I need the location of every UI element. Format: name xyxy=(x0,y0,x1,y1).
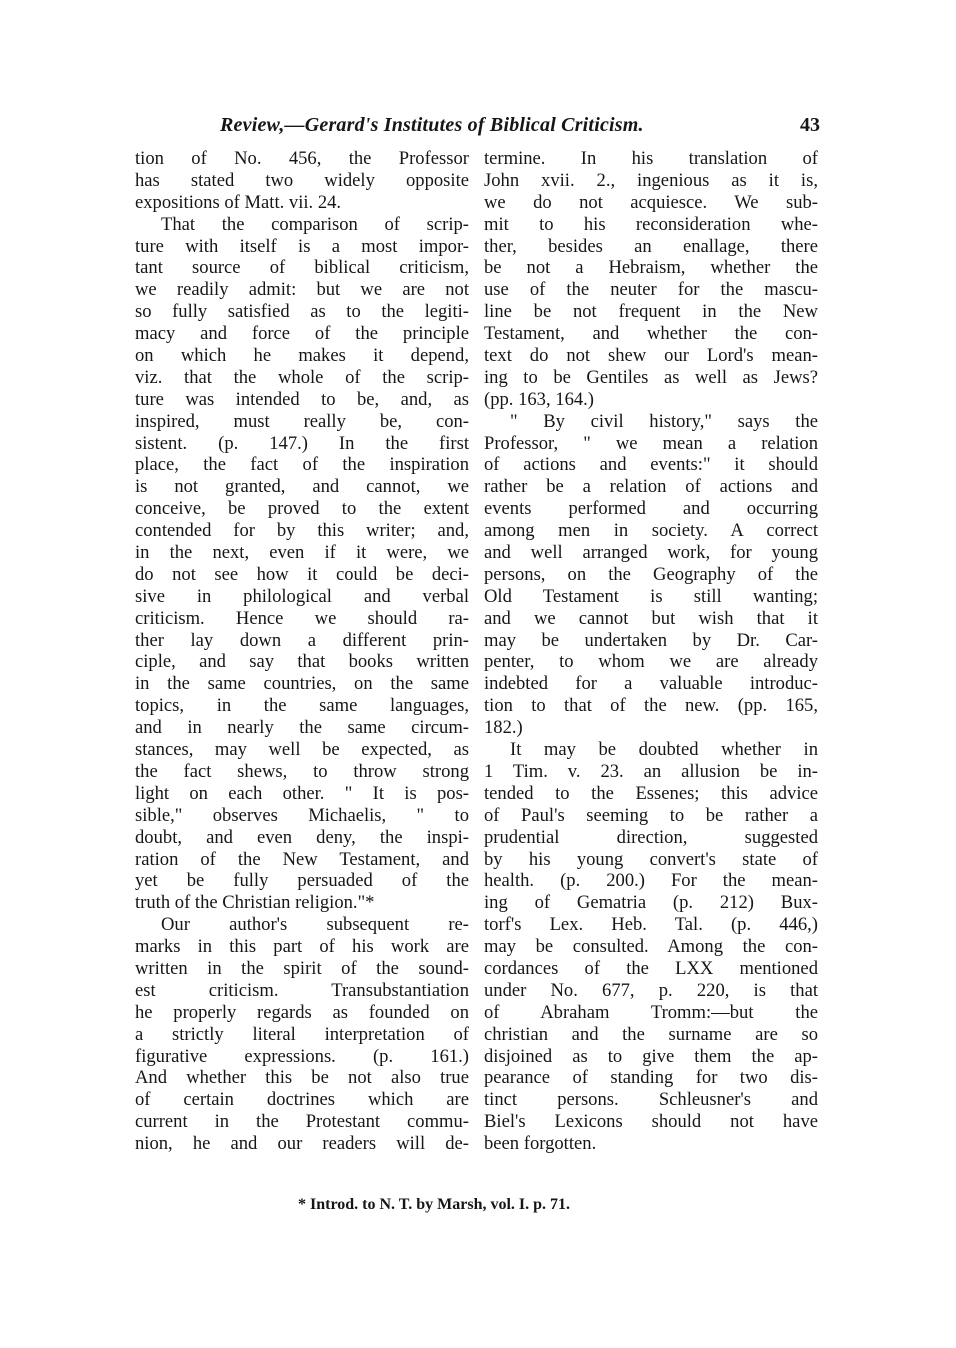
text-line: sible," observes Michaelis, " to xyxy=(135,804,469,826)
text-line: tant source of biblical criticism, xyxy=(135,257,469,279)
text-line: ration of the New Testament, and xyxy=(135,848,469,870)
text-line: est criticism. Transubstantiation xyxy=(135,979,469,1001)
text-line: sive in philological and verbal xyxy=(135,585,469,607)
text-line: text do not shew our Lord's mean- xyxy=(484,345,818,367)
text-line: nion, he and our readers will de- xyxy=(135,1133,469,1155)
text-line: the fact shews, to throw strong xyxy=(135,760,469,782)
text-line: conceive, be proved to the extent xyxy=(135,498,469,520)
text-line: current in the Protestant commu- xyxy=(135,1111,469,1133)
text-line: Old Testament is still wanting; xyxy=(484,585,818,607)
text-line: penter, to whom we are already xyxy=(484,651,818,673)
text-line: health. (p. 200.) For the mean- xyxy=(484,870,818,892)
text-line: Our author's subsequent re- xyxy=(161,914,469,936)
text-line: truth of the Christian religion."* xyxy=(135,892,375,914)
text-line: by his young convert's state of xyxy=(484,848,818,870)
text-line: Professor, " we mean a relation xyxy=(484,432,818,454)
text-line: has stated two widely opposite xyxy=(135,169,469,191)
text-line: in the next, even if it were, we xyxy=(135,542,469,564)
text-line: is not granted, and cannot, we xyxy=(135,476,469,498)
text-line: on which he makes it depend, xyxy=(135,345,469,367)
text-line: light on each other. " It is pos- xyxy=(135,782,469,804)
text-line: may be consulted. Among the con- xyxy=(484,936,818,958)
text-line: be not a Hebraism, whether the xyxy=(484,257,818,279)
text-line: ing of Gematria (p. 212) Bux- xyxy=(484,892,818,914)
text-line: under No. 677, p. 220, is that xyxy=(484,979,818,1001)
text-line: inspired, must really be, con- xyxy=(135,410,469,432)
text-line: tended to the Essenes; this advice xyxy=(484,782,818,804)
text-line: place, the fact of the inspiration xyxy=(135,454,469,476)
text-line: ture with itself is a most impor- xyxy=(135,235,469,257)
text-line: we do not acquiesce. We sub- xyxy=(484,191,818,213)
text-line: Testament, and whether the con- xyxy=(484,323,818,345)
text-line: " By civil history," says the xyxy=(510,410,818,432)
text-line: yet be fully persuaded of the xyxy=(135,870,469,892)
text-line: indebted for a valuable introduc- xyxy=(484,673,818,695)
text-line: ther, besides an enallage, there xyxy=(484,235,818,257)
text-line: christian and the surname are so xyxy=(484,1023,818,1045)
text-line: been forgotten. xyxy=(484,1133,597,1155)
text-line: macy and force of the principle xyxy=(135,323,469,345)
left-column xyxy=(135,148,469,1155)
text-line: and in nearly the same circum- xyxy=(135,717,469,739)
text-line: tion to that of the new. (pp. 165, xyxy=(484,695,818,717)
text-line: ther lay down a different prin- xyxy=(135,629,469,651)
text-line: written in the spirit of the sound- xyxy=(135,957,469,979)
text-line: do not see how it could be deci- xyxy=(135,563,469,585)
text-line: mit to his reconsideration whe- xyxy=(484,213,818,235)
text-line: topics, in the same languages, xyxy=(135,695,469,717)
text-line: sistent. (p. 147.) In the first xyxy=(135,432,469,454)
text-line: cordances of the LXX mentioned xyxy=(484,957,818,979)
text-line: And whether this be not also true xyxy=(135,1067,469,1089)
text-line: contended for by this writer; and, xyxy=(135,520,469,542)
text-line: expositions of Matt. vii. 24. xyxy=(135,191,342,213)
text-line: prudential direction, suggested xyxy=(484,826,818,848)
text-line: so fully satisfied as to the legiti- xyxy=(135,301,469,323)
text-line: pearance of standing for two dis- xyxy=(484,1067,818,1089)
text-line: viz. that the whole of the scrip- xyxy=(135,366,469,388)
text-line: and well arranged work, for young xyxy=(484,542,818,564)
text-line: 1 Tim. v. 23. an allusion be in- xyxy=(484,760,818,782)
text-line: of certain doctrines which are xyxy=(135,1089,469,1111)
text-line: torf's Lex. Heb. Tal. (p. 446,) xyxy=(484,914,818,936)
text-line: ing to be Gentiles as well as Jews? xyxy=(484,366,818,388)
text-line: rather be a relation of actions and xyxy=(484,476,818,498)
text-line: figurative expressions. (p. 161.) xyxy=(135,1045,469,1067)
page-number: 43 xyxy=(800,114,820,136)
text-line: ciple, and say that books written xyxy=(135,651,469,673)
text-line: tinct persons. Schleusner's and xyxy=(484,1089,818,1111)
right-column xyxy=(484,148,818,1155)
text-line: tion of No. 456, the Professor xyxy=(135,148,469,169)
text-line: disjoined as to give them the ap- xyxy=(484,1045,818,1067)
running-title: Review,—Gerard's Institutes of Biblical Criticism. xyxy=(220,114,644,136)
text-line: (pp. 163, 164.) xyxy=(484,388,595,410)
text-line: he properly regards as founded on xyxy=(135,1001,469,1023)
text-line: That the comparison of scrip- xyxy=(161,213,469,235)
text-line: of Paul's seeming to be rather a xyxy=(484,804,818,826)
text-line: termine. In his translation of xyxy=(484,148,818,169)
text-line: criticism. Hence we should ra- xyxy=(135,607,469,629)
text-line: John xvii. 2., ingenious as it is, xyxy=(484,169,818,191)
text-line: doubt, and even deny, the inspi- xyxy=(135,826,469,848)
text-line: It may be doubted whether in xyxy=(510,739,818,761)
text-line: Biel's Lexicons should not have xyxy=(484,1111,818,1133)
text-line: a strictly literal interpretation of xyxy=(135,1023,469,1045)
text-line: 182.) xyxy=(484,717,523,739)
text-line: in the same countries, on the same xyxy=(135,673,469,695)
text-line: line be not frequent in the New xyxy=(484,301,818,323)
text-line: ture was intended to be, and, as xyxy=(135,388,469,410)
text-line: among men in society. A correct xyxy=(484,520,818,542)
text-line: stances, may well be expected, as xyxy=(135,739,469,761)
text-line: events performed and occurring xyxy=(484,498,818,520)
footnote: * Introd. to N. T. by Marsh, vol. I. p. 71. xyxy=(298,1196,571,1213)
text-line: marks in this part of his work are xyxy=(135,936,469,958)
text-line: may be undertaken by Dr. Car- xyxy=(484,629,818,651)
text-line: we readily admit: but we are not xyxy=(135,279,469,301)
running-head xyxy=(135,114,820,140)
text-line: persons, on the Geography of the xyxy=(484,563,818,585)
text-line: of Abraham Tromm:—but the xyxy=(484,1001,818,1023)
text-line: of actions and events:" it should xyxy=(484,454,818,476)
text-line: use of the neuter for the mascu- xyxy=(484,279,818,301)
text-line: and we cannot but wish that it xyxy=(484,607,818,629)
